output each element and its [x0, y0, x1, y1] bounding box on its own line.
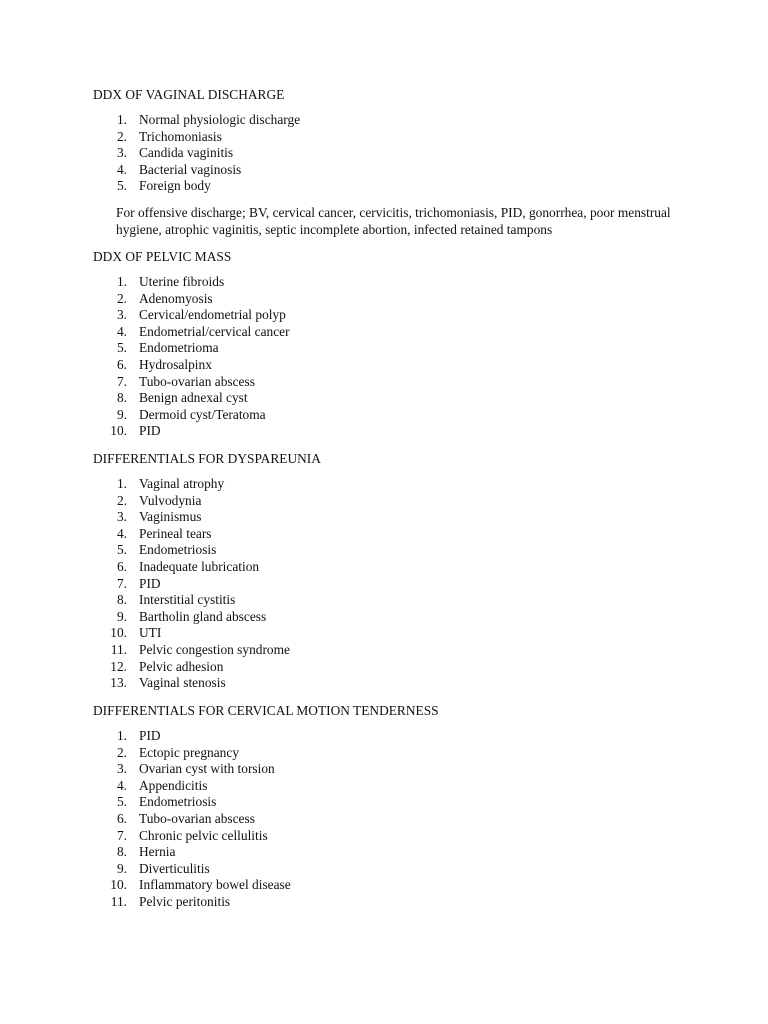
section-heading-vaginal-discharge: DDX OF VAGINAL DISCHARGE: [93, 87, 285, 102]
document-page: DDX OF VAGINAL DISCHARGE 1. Normal physiologic discharge 2. Trichomoniasis 3. Candida vaginitis 4. Bacterial vaginosis 5. Foreign body For offensive discharge; BV, cervical cancer, cervicitis, trichomoniasis, PID, gonorrhea, poor menstrual hygiene, atrophic vaginitis, septic incomplete abortion, infected retained tampons DDX OF PELVIC MASS 1. Uterine fibroids 2. Adenomyosis 3. Cervical/endometrial polyp 4. Endometrial/cervical cancer 5. Endometrioma 6. Hydrosalpinx 7. Tubo-ovarian abscess 8. Benign adnexal cyst 9. Dermoid cyst/Teratoma 10. PID DIFFERENTIALS FOR DYSPAREUNIA 1. Vaginal atrophy 2. Vulvodynia 3. Vaginismus 4. Perineal tears 5. Endometriosis 6. Inadequate lubrication 7. PID 8. Interstitial cystitis 9. Bartholin gland abscess 10. UTI 11. Pelvic congestion syndrome 12. Pelvic adhesion 13. Vaginal stenosis DIFFERENTIALS FOR CERVICAL MOTION TENDERNESS 1. PID 2. Ectopic pregnancy 3. Ovarian cyst with torsion 4. Appendicitis 5. Endometriosis 6. Tubo-ovarian abscess 7. Chronic pelvic cellulitis 8. Hernia 9. Diverticulitis 10. Inflammatory bowel disease 11. Pelvic peritonitis: [0, 0, 768, 1024]
section-heading-pelvic-mass: DDX OF PELVIC MASS: [93, 249, 232, 264]
offensive-discharge-note: For offensive discharge; BV, cervical cancer, cervicitis, trichomoniasis, PID, gonorrhea, poor menstrual hygiene, atrophic vaginitis, septic incomplete abortion, infected retained tampons: [116, 205, 671, 237]
section-heading-cervical-motion-tenderness: DIFFERENTIALS FOR CERVICAL MOTION TENDERNESS: [93, 703, 439, 718]
section-heading-dyspareunia: DIFFERENTIALS FOR DYSPAREUNIA: [93, 451, 321, 466]
